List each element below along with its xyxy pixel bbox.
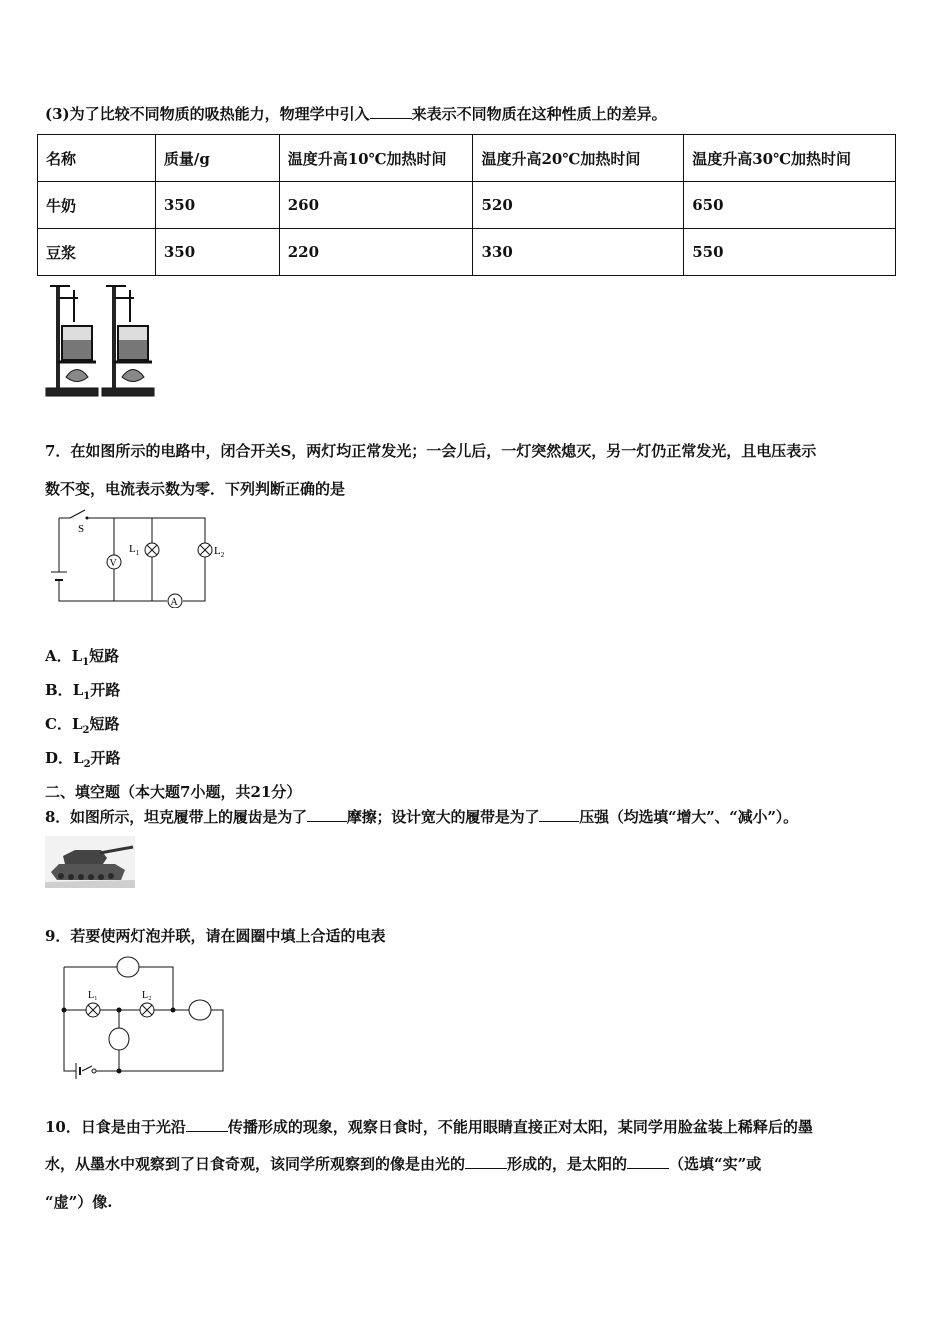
q10-blank-3[interactable] — [627, 1154, 669, 1169]
table-cell: 牛奶 — [38, 182, 156, 229]
table-header-cell: 温度升高30℃加热时间 — [684, 135, 896, 182]
switch-contact-icon — [86, 517, 89, 520]
meter-circle-icon[interactable] — [117, 957, 139, 977]
lamp-l2-icon — [140, 1003, 154, 1017]
q7-line2: 数不变，电流表示数为零．下列判断正确的是 — [45, 480, 346, 498]
heating-apparatus-figure — [44, 282, 158, 400]
lamp-l2-label: $L_2$ — [214, 545, 225, 559]
table-cell: 350 — [155, 182, 279, 229]
q8-text: 8．如图所示，坦克履带上的履齿是为了 摩擦；设计宽大的履带是为了 压强（均选填“增大”、“减小”）。 — [45, 808, 798, 826]
table-header-row — [38, 135, 896, 182]
meter-circle-icon[interactable] — [109, 1028, 129, 1050]
lamp-l1-icon — [86, 1003, 100, 1017]
lamp-l1-label: $L_1$ — [129, 543, 140, 557]
q7-line1: 7．在如图所示的电路中，闭合开关S，两灯均正常发光；一会儿后，一灯突然熄灭，另一灯仍正常发光，且电压表示 — [45, 442, 817, 460]
q8-blank-2[interactable] — [539, 807, 579, 822]
lamp-l1-icon — [145, 543, 159, 557]
table-cell: 220 — [279, 229, 473, 276]
q7-option-d[interactable]: D．$L_2$开路 — [45, 749, 121, 770]
table-header-cell: 温度升高20℃加热时间 — [473, 135, 684, 182]
table-cell: 豆浆 — [38, 229, 156, 276]
q10-line2: 水，从墨水中观察到了日食奇观，该同学所观察到的像是由光的 形成的，是太阳的 （选填“实”或 — [45, 1155, 762, 1173]
table-cell: 260 — [279, 182, 473, 229]
lamp-l2-icon — [198, 543, 212, 557]
table-cell: 520 — [473, 182, 684, 229]
lamp-l1-label: L₁ — [88, 990, 98, 1001]
q7-option-a[interactable]: A．$L_1$短路 — [45, 647, 120, 668]
table-cell: 650 — [684, 182, 896, 229]
switch-blade-icon[interactable] — [70, 510, 85, 518]
ammeter-icon — [168, 594, 182, 608]
q10-line1: 10．日食是由于光沿 传播形成的现象，观察日食时，不能用眼睛直接正对太阳，某同学用脸盆装上稀释后的墨 — [45, 1118, 813, 1136]
apparatus-right — [102, 286, 154, 396]
tank-photo — [45, 836, 135, 888]
q7-option-c[interactable]: C．$L_2$短路 — [45, 715, 120, 736]
q8-blank-1[interactable] — [307, 807, 347, 822]
q10-line3: “虚”）像. — [45, 1193, 113, 1211]
switch-label: S — [78, 523, 85, 535]
q3-text: (3)为了比较不同物质的吸热能力，物理学中引入 来表示不同物质在这种性质上的差异。 — [45, 105, 667, 123]
switch-contact-icon — [92, 1069, 96, 1073]
table-cell: 550 — [684, 229, 896, 276]
q7-circuit-diagram — [42, 508, 232, 608]
q10-blank-1[interactable] — [186, 1117, 228, 1132]
heating-time-table — [37, 134, 896, 276]
table-header-cell: 质量/g — [155, 135, 279, 182]
q9-circuit-diagram — [56, 953, 231, 1081]
table-cell: 330 — [473, 229, 684, 276]
q7-option-b[interactable]: B．$L_1$开路 — [45, 681, 121, 702]
apparatus-left — [46, 286, 98, 396]
q9-text: 9．若要使两灯泡并联，请在圆圈中填上合适的电表 — [45, 927, 386, 945]
svg-text:A: A — [170, 597, 178, 608]
meter-circle-icon[interactable] — [189, 1000, 211, 1020]
q10-blank-2[interactable] — [465, 1154, 507, 1169]
voltmeter-icon — [107, 555, 121, 569]
switch-blade-icon[interactable] — [82, 1066, 92, 1071]
table-header-cell: 温度升高10℃加热时间 — [279, 135, 473, 182]
svg-text:V: V — [109, 558, 117, 569]
section-heading: 二、填空题（本大题7小题，共21分） — [45, 783, 302, 801]
lamp-l2-label: L₂ — [142, 990, 152, 1001]
q3-blank[interactable] — [370, 104, 412, 119]
table-header-cell: 名称 — [38, 135, 156, 182]
table-row — [38, 182, 896, 229]
table-cell: 350 — [155, 229, 279, 276]
table-row — [38, 229, 896, 276]
